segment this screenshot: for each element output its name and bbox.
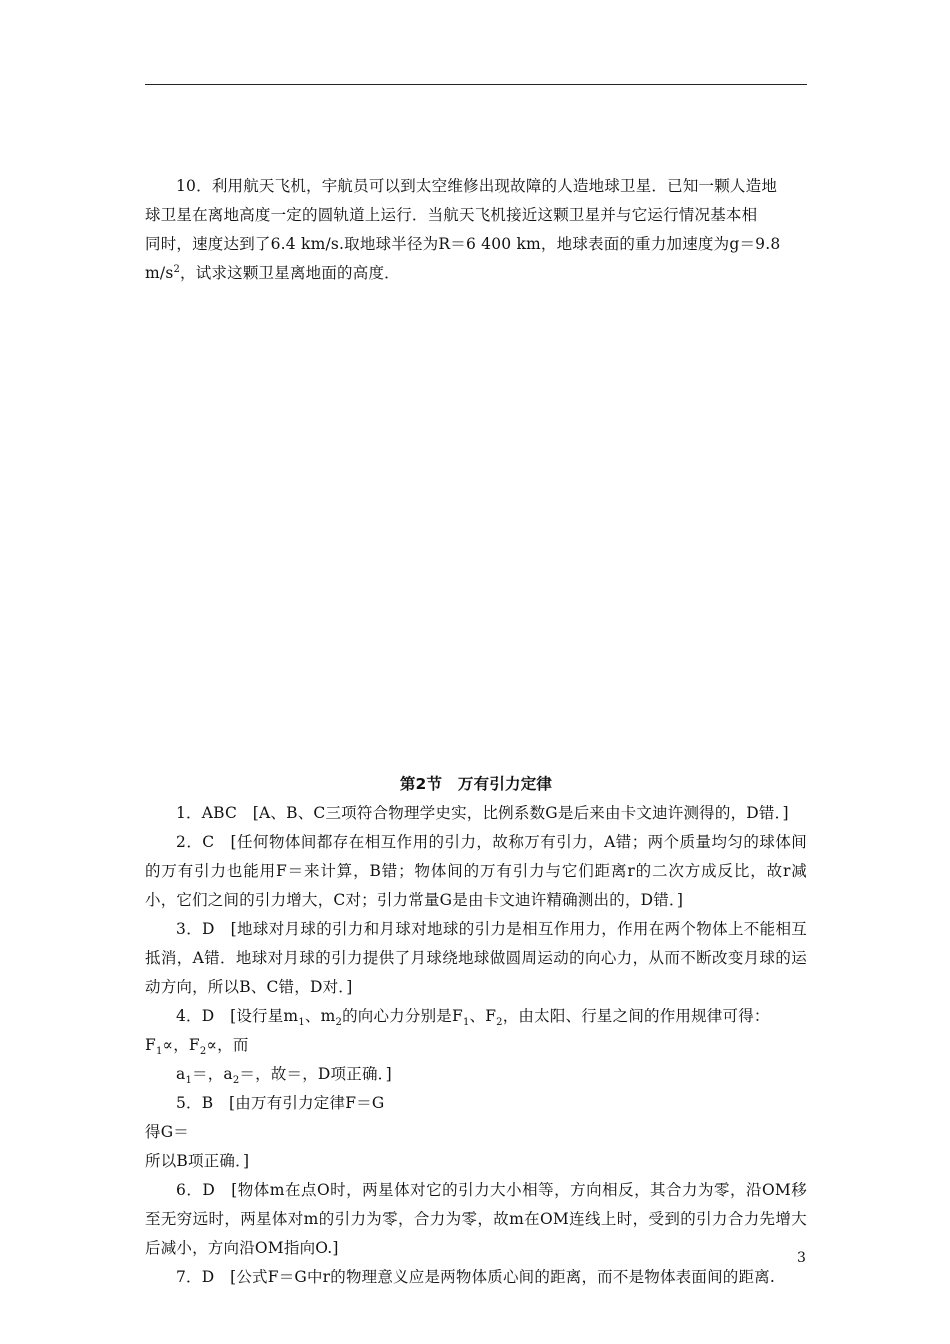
answer-1: 1．ABC [A、B、C三项符合物理学史实，比例系数G是后来由卡文迪许测得的，D错．] xyxy=(176,804,789,822)
answers-section xyxy=(145,770,807,1292)
page-number: 3 xyxy=(797,1250,806,1266)
question-10-line-4 xyxy=(145,259,807,288)
header-rule xyxy=(145,84,807,85)
answer-4-line-3: $a_1=$，$a_2=$，故＝，D项正确．] xyxy=(176,1065,392,1087)
answer-4-line-2: $F_1\propto$，$F_2\propto$，而 xyxy=(145,1036,249,1058)
question-10-line-3: 同时，速度达到了6.4 km/s.取地球半径为R＝6 400 km，地球表面的重力加速度为g＝9.8 xyxy=(145,235,781,253)
gravity-unit: m/s xyxy=(145,264,174,282)
answer-5-line-2: 得G＝ xyxy=(145,1123,189,1141)
question-10-line-1: 10．利用航天飞机，宇航员可以到太空维修出现故障的人造地球卫星．已知一颗人造地 xyxy=(176,177,778,195)
answer-7: 7．D [公式F＝G中r的物理意义应是两物体质心间的距离，而不是物体表面间的距离. xyxy=(176,1268,776,1286)
answer-5-line-1: 5．B [由万有引力定律F＝G xyxy=(176,1094,385,1112)
answer-2: 2．C [任何物体间都存在相互作用的引力，故称万有引力，A错；两个质量均匀的球体间的万有引力也能用F＝来计算，B错；物体间的万有引力与它们距离r的二次方成反比，故r减小，它们之间的引力增大，C对；引力常量G是由卡文迪许精确测出的，D错．] xyxy=(145,833,807,909)
answer-5-line-3: 所以B项正确．] xyxy=(145,1152,250,1170)
answer-4-line-1: 4．D [设行星$m_1$、$m_2$的向心力分别是$F_1$、$F_2$，由太阳、行星之间的作用规律可得： xyxy=(176,1007,770,1029)
section-title: 第2节 万有引力定律 xyxy=(399,775,553,793)
gravity-unit-exponent: 2 xyxy=(173,263,181,275)
answer-3: 3．D [地球对月球的引力和月球对地球的引力是相互作用力，作用在两个物体上不能相互抵消，A错．地球对月球的引力提供了月球绕地球做圆周运动的向心力，从而不断改变月球的运动方向，所以B、C错，D对．] xyxy=(145,920,807,996)
answer-6: 6．D [物体m在点O时，两星体对它的引力大小相等，方向相反，其合力为零，沿OM移至无穷远时，两星体对m的引力为零，合力为零，故m在OM连线上时，受到的引力合力先增大后减小，方向沿OM指向O.] xyxy=(145,1181,807,1257)
question-10-line-2: 球卫星在离地高度一定的圆轨道上运行．当航天飞机接近这颗卫星并与它运行情况基本相 xyxy=(145,206,758,224)
question-10 xyxy=(145,172,807,288)
question-10-line-4-text: ，试求这颗卫星离地面的高度． xyxy=(180,264,400,282)
